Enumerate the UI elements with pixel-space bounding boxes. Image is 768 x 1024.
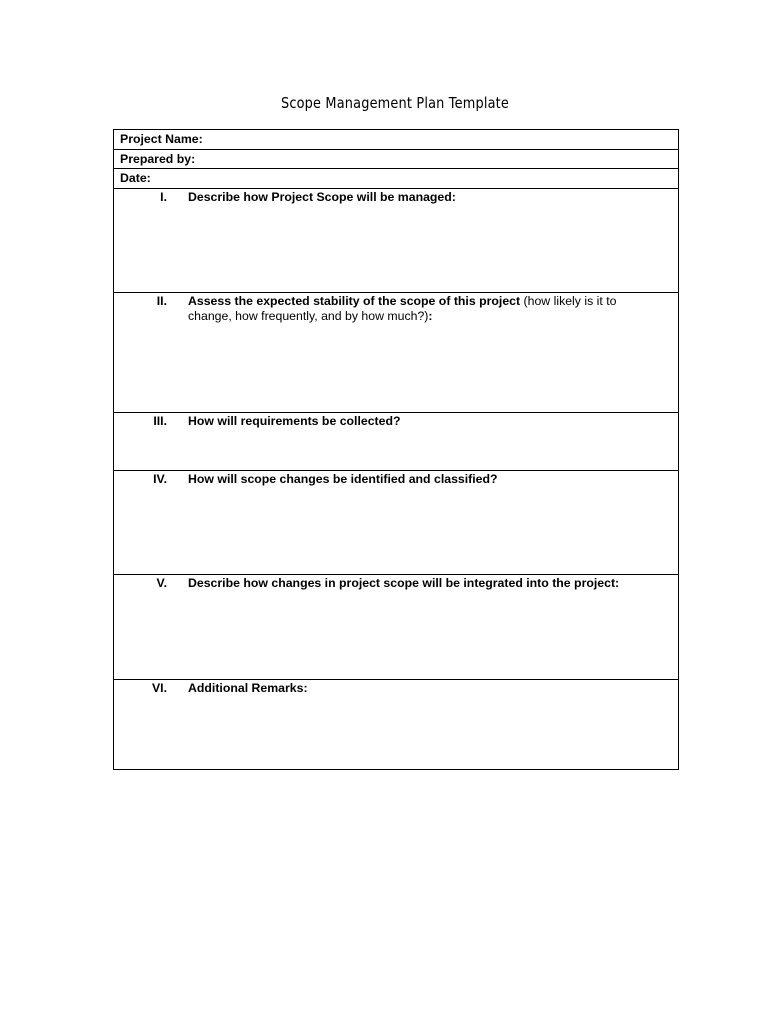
section-question: How will scope changes be identified and classified? — [188, 472, 498, 487]
section-additional-remarks[interactable] — [114, 680, 678, 769]
section-note: (how likely is it to change, how frequently, and by how much?) — [188, 294, 617, 323]
section-question: Additional Remarks: — [188, 681, 308, 696]
section-question: Assess the expected stability of the scope of this project (how likely is it to change, how frequently, and by how much?): — [188, 294, 617, 323]
prepared-by-label: Prepared by: — [120, 151, 196, 166]
prepared-by-row[interactable] — [114, 150, 678, 170]
section-numeral: V. — [156, 576, 167, 591]
project-name-row[interactable] — [114, 130, 678, 150]
scope-plan-form — [113, 129, 679, 770]
section-question: Describe how Project Scope will be managed: — [188, 190, 456, 205]
section-numeral: VI. — [151, 681, 167, 696]
date-row[interactable] — [114, 169, 678, 189]
section-scope-changes-identification[interactable] — [114, 471, 678, 575]
section-question: How will requirements be collected? — [188, 414, 401, 429]
section-numeral: IV. — [153, 472, 167, 487]
section-numeral: I. — [160, 190, 167, 205]
date-label: Date: — [120, 171, 151, 186]
section-question: Describe how changes in project scope will be integrated into the project: — [188, 576, 620, 591]
section-scope-stability[interactable] — [114, 293, 678, 413]
section-scope-management[interactable] — [114, 189, 678, 293]
section-numeral: III. — [153, 414, 167, 429]
section-requirements-collection[interactable] — [114, 413, 678, 471]
document-title: Scope Management Plan Template — [280, 94, 510, 112]
section-scope-changes-integration[interactable] — [114, 575, 678, 680]
section-numeral: II. — [156, 294, 167, 309]
project-name-label: Project Name: — [120, 132, 203, 146]
